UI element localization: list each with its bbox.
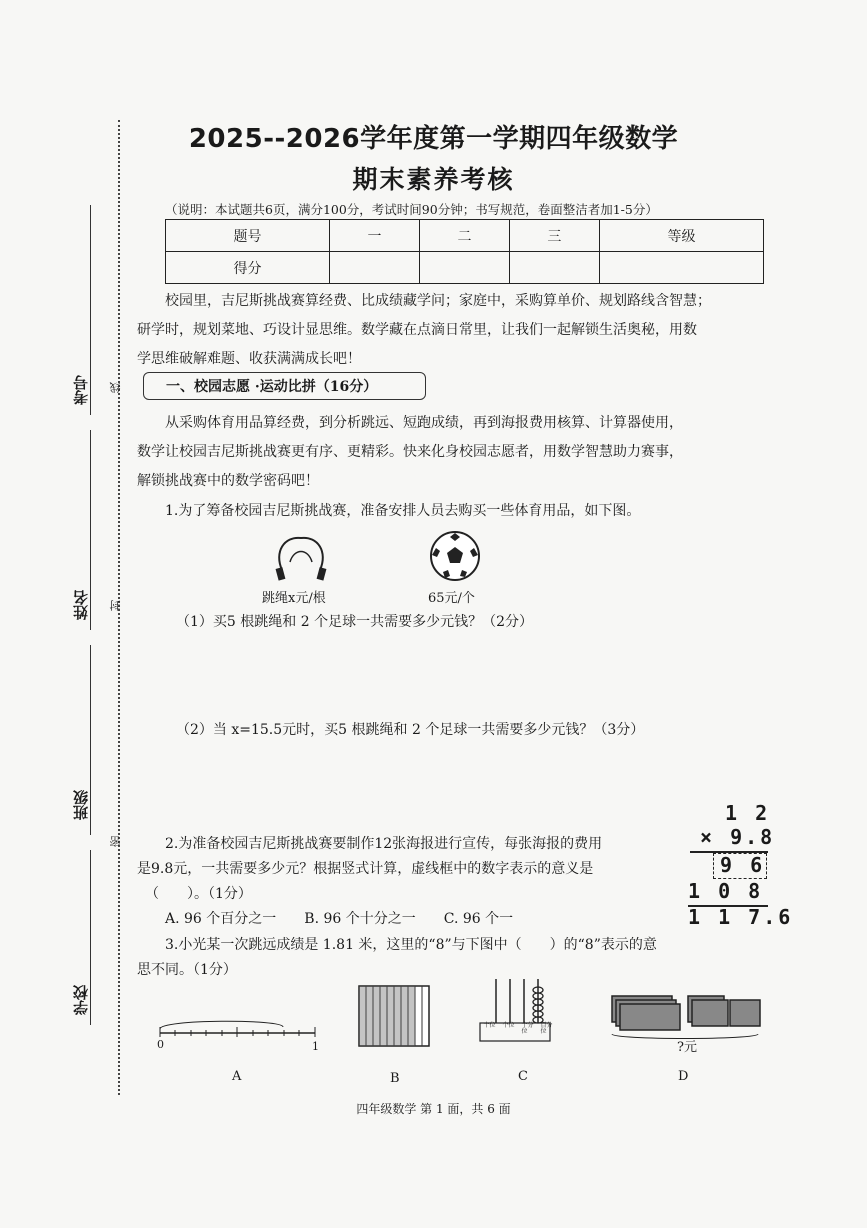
exam-title: 2025--2026学年度第一学期四年级数学 xyxy=(188,124,679,154)
class-label: 班级 xyxy=(72,790,90,820)
score-cell[interactable] xyxy=(599,252,763,284)
q1-stem: 1.为了筹备校园吉尼斯挑战赛，准备安排人员去购买一些体育用品，如下图。 xyxy=(165,503,641,519)
score-table-header: 一 xyxy=(330,220,420,252)
section-1-line: 数学让校园吉尼斯挑战赛更有序、更精彩。快来化身校园志愿者，用数学智慧助力赛事， xyxy=(137,444,683,460)
school-line xyxy=(90,850,91,1025)
seal-line-char: 线 xyxy=(109,382,122,393)
q1-sub2: （2）当 x=15.5元时，买5 根跳绳和 2 个足球一共需要多少元钱？（3分） xyxy=(176,722,645,738)
class-line xyxy=(90,645,91,835)
score-table-header: 等级 xyxy=(599,220,763,252)
seal-seal-char: 封 xyxy=(109,600,122,611)
option-letter-d: D xyxy=(678,1069,689,1084)
number-line-figure xyxy=(155,1015,320,1045)
score-table-score-row xyxy=(166,252,764,284)
intro-line: 研学时，规划菜地、巧设计显思维。数学藏在点滴日常里，让我们一起解锁生活奥秘，用数 xyxy=(137,322,697,338)
score-table-header: 二 xyxy=(420,220,510,252)
seal-close-char: 密 xyxy=(109,836,122,847)
q2-line: 是9.8元，一共需要多少元？根据竖式计算，虚线框中的数字表示的意义是 xyxy=(137,861,594,877)
abacus-label: 十分位 xyxy=(521,1022,534,1035)
q2-options: A. 96 个百分之一 B. 96 个十分之一 C. 96 个一 xyxy=(165,911,514,927)
intro-line: 学思维破解难题、收获满满成长吧！ xyxy=(137,351,361,367)
soccer-ball-price: 65元/个 xyxy=(428,591,475,606)
abacus-label: 十位 xyxy=(483,1022,496,1029)
section-1-line: 从采购体育用品算经费，到分析跳远、短跑成绩，再到海报费用核算、计算器使用， xyxy=(165,415,683,431)
page-footer: 四年级数学 第 1 面，共 6 面 xyxy=(356,1102,511,1116)
exam-no-label: 考号 xyxy=(72,375,90,405)
score-cell[interactable] xyxy=(420,252,510,284)
intro-line: 校园里，吉尼斯挑战赛算经费、比成绩藏学问；家庭中，采购算单价、规划路线含智慧； xyxy=(165,293,711,309)
exam-note: （说明：本试题共6页，满分100分，考试时间90分钟；书写规范，卷面整洁者加1-5分） xyxy=(165,202,658,217)
exam-subtitle: 期末素养考核 xyxy=(352,165,515,194)
score-cell[interactable] xyxy=(509,252,599,284)
score-cell[interactable] xyxy=(330,252,420,284)
q2-line: 2.为准备校园吉尼斯挑战赛要制作12张海报进行宣传，每张海报的费用 xyxy=(165,836,603,852)
number-line-start: 0 xyxy=(157,1038,164,1051)
score-table-header: 三 xyxy=(509,220,599,252)
q3-line: 3.小光某一次跳远成绩是 1.81 米，这里的“8”与下图中（ ）的“8”表示的意 xyxy=(165,937,657,953)
calc-row-1: 1 2 xyxy=(725,801,771,825)
section-1-title: 一、校园志愿 ·运动比拼（16分） xyxy=(143,372,426,400)
option-letter-c: C xyxy=(518,1069,528,1084)
calc-row-3: 9 6 xyxy=(720,853,766,877)
calc-row-4: 1 0 8 xyxy=(688,879,764,903)
section-1-line: 解锁挑战赛中的数学密码吧！ xyxy=(137,473,319,489)
score-row-label: 得分 xyxy=(166,252,330,284)
money-label: ?元 xyxy=(677,1040,697,1055)
name-line xyxy=(90,430,91,630)
score-table-header-row xyxy=(166,220,764,252)
school-label: 学校 xyxy=(72,985,90,1015)
jump-rope-icon xyxy=(270,532,332,582)
calc-row-2: × 9.8 xyxy=(700,825,776,849)
abacus-label: 百分位 xyxy=(540,1022,553,1035)
exam-no-line xyxy=(90,205,91,415)
number-line-end: 1 xyxy=(312,1040,319,1053)
decimal-grid-figure xyxy=(358,985,430,1047)
abacus-label: 个位 xyxy=(502,1022,515,1029)
q1-sub1: （1）买5 根跳绳和 2 个足球一共需要多少元钱？（2分） xyxy=(176,614,533,630)
money-notes-figure xyxy=(608,990,763,1040)
option-letter-a: A xyxy=(232,1069,242,1084)
name-label: 姓名 xyxy=(72,590,90,620)
abacus-place-labels xyxy=(480,1023,556,1041)
q3-line: 思不同。（1分） xyxy=(137,962,237,978)
soccer-ball-icon xyxy=(429,530,481,582)
score-table-header: 题号 xyxy=(166,220,330,252)
q2-line: （ ）。（1分） xyxy=(145,886,252,902)
calc-row-5: 1 1 7.6 xyxy=(688,905,794,929)
score-table xyxy=(165,219,764,284)
option-letter-b: B xyxy=(390,1071,400,1086)
jump-rope-price: 跳绳x元/根 xyxy=(262,591,326,606)
